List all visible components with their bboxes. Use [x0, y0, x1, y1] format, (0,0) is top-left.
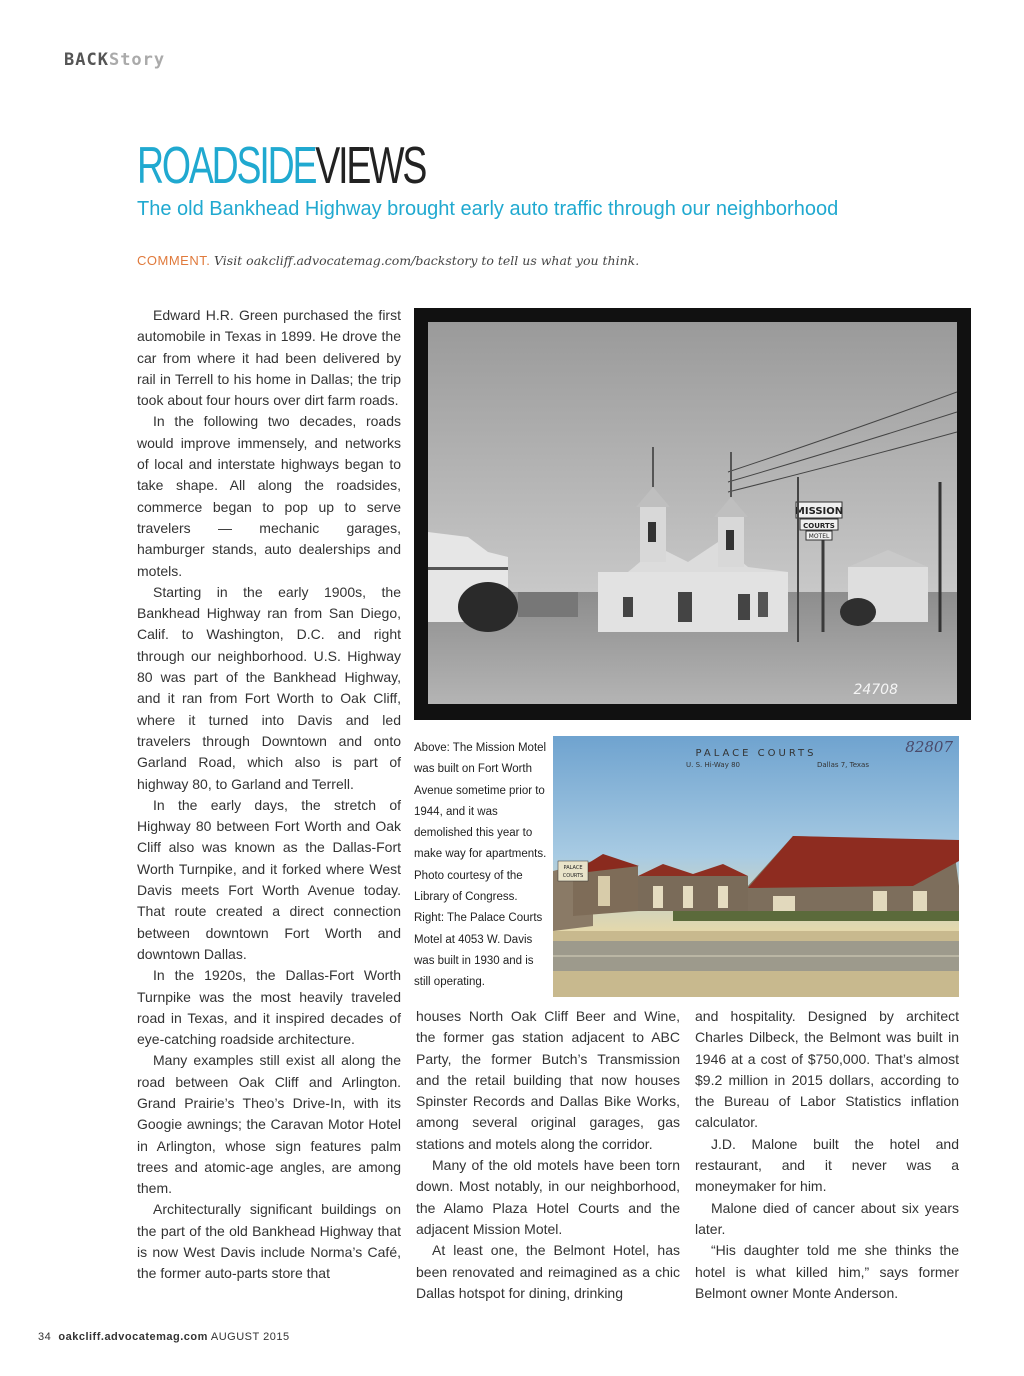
postcard-sign-courts: COURTS [562, 873, 584, 879]
paragraph: Many examples still exist all along the road between Oak Cliff and Arlington. Grand Prairie’s Theo’s Drive-In, with its Googie awnings; the Caravan Motor Hotel in Arlington, whose sign features palm trees and atomic-age angles, are among them. [137, 1052, 401, 1197]
paragraph: Architecturally significant buildings on the part of the old Bankhead Highway that is now West Davis include Norma’s Café, the former auto-parts store that [137, 1201, 401, 1282]
article-title [137, 137, 426, 195]
paragraph: In the early days, the stretch of Highway 80 between Fort Worth and Oak Cliff also was known as the Dallas-Fort Worth Turnpike, and it forked where West Davis meets Fort Worth Avenue today. That route created a direct connection between downtown Fort Worth and downtown Dallas. [137, 796, 401, 962]
section-label-dark: BACK [64, 50, 109, 70]
paragraph: Edward H.R. Green purchased the first automobile in Texas in 1899. He drove the car from where it had been delivered by rail in Terrell to his home in Dallas; the trip took about four hours over dirt farm roads. [137, 307, 401, 409]
postcard-number: 82807 [905, 738, 953, 756]
paragraph: houses North Oak Cliff Beer and Wine, the former gas station adjacent to ABC Party, the former Butch’s Transmission and the retail building that now houses Spinster Records and Dallas Bike Works, among several original garages, gas stations and motels along the corridor. [416, 1008, 680, 1152]
paragraph: Malone died of cancer about six years later. [695, 1199, 959, 1237]
article-subtitle: The old Bankhead Highway brought early auto traffic through our neighborhood [137, 198, 839, 220]
sign-courts-text: COURTS [803, 522, 835, 530]
title-dark: VIEWS [315, 137, 426, 195]
sign-motel-text: MOTEL [808, 533, 830, 540]
page-footer [38, 1331, 290, 1343]
sign-mission-text: MISSION [794, 506, 844, 517]
paragraph: In the following two decades, roads would improve immensely, and networks of local and interstate highways began to take shape. All along the roadsides, commerce began to pop up to serve travelers — mechanic garages, hamburger stands, auto dealerships and motels. [137, 413, 401, 579]
comment-text: Visit oakcliff.advocatemag.com/backstory to tell us what you think. [213, 253, 640, 268]
mission-motel-illustration [428, 322, 957, 704]
paragraph: In the 1920s, the Dallas-Fort Worth Turnpike was the most heavily traveled road in Texas, and it inspired decades of eye-catching roadside architecture. [137, 967, 401, 1048]
paragraph: Starting in the early 1900s, the Bankhead Highway ran from San Diego, Calif. to Washington, D.C. and right through our neighborhood. U.S. Highway 80 was part of the Bankhead Highway, and it ran from Fort Worth to Oak Cliff, where it turned into Davis and led travelers through Downtown and onto Garland Road, which also is part of highway 80, to Garland and Terrell. [137, 583, 401, 792]
paragraph: J.D. Malone built the hotel and restaurant, and it never was a moneymaker for him. [695, 1135, 959, 1195]
postcard-city: Dallas 7, Texas [817, 761, 869, 769]
palace-courts-postcard [553, 736, 959, 997]
paragraph: Many of the old motels have been torn down. Most notably, in our neighborhood, the Alamo Plaza Hotel Courts and the adjacent Mission Motel. [416, 1157, 680, 1237]
body-column-1 [137, 305, 401, 1285]
postcard-sign-palace: PALACE [563, 865, 583, 871]
paragraph: and hospitality. Designed by architect Charles Dilbeck, the Belmont was built in 1946 at a cost of $750,000. That’s almost $9.2 million in 2015 dollars, according to the Bureau of Labor Statistics inflation calculator. [695, 1008, 959, 1131]
footer-issue: AUGUST 2015 [210, 1331, 290, 1343]
negative-number: 24708 [853, 682, 898, 698]
footer-site: oakcliff.advocatemag.com [58, 1331, 208, 1343]
title-colored: ROADSIDE [137, 137, 316, 195]
body-column-2 [416, 1006, 680, 1304]
postcard-title: PALACE COURTS [695, 748, 817, 759]
paragraph: “His daughter told me she thinks the hotel is what killed him,” says former Belmont owner Monte Anderson. [695, 1242, 959, 1301]
mission-motel-photo [414, 308, 971, 720]
body-column-3 [695, 1006, 959, 1304]
postcard-road: U. S. Hi-Way 80 [686, 761, 740, 769]
photo-caption: Above: The Mission Motel was built on Fort Worth Avenue sometime prior to 1944, and it was demolished this year to make way for apartments. Photo courtesy of the Library of Congress. Right: The Palace Courts Motel at 4053 W. Davis was built in 1930 and is still operating. [414, 742, 547, 989]
comment-line [137, 253, 639, 268]
palace-courts-illustration [553, 736, 959, 997]
page-number: 34 [38, 1331, 52, 1343]
comment-label: COMMENT. [137, 253, 211, 268]
section-label [64, 50, 165, 70]
paragraph: At least one, the Belmont Hotel, has been renovated and reimagined as a chic Dallas hotspot for dining, drinking [416, 1242, 680, 1301]
section-label-light: Story [108, 50, 166, 70]
